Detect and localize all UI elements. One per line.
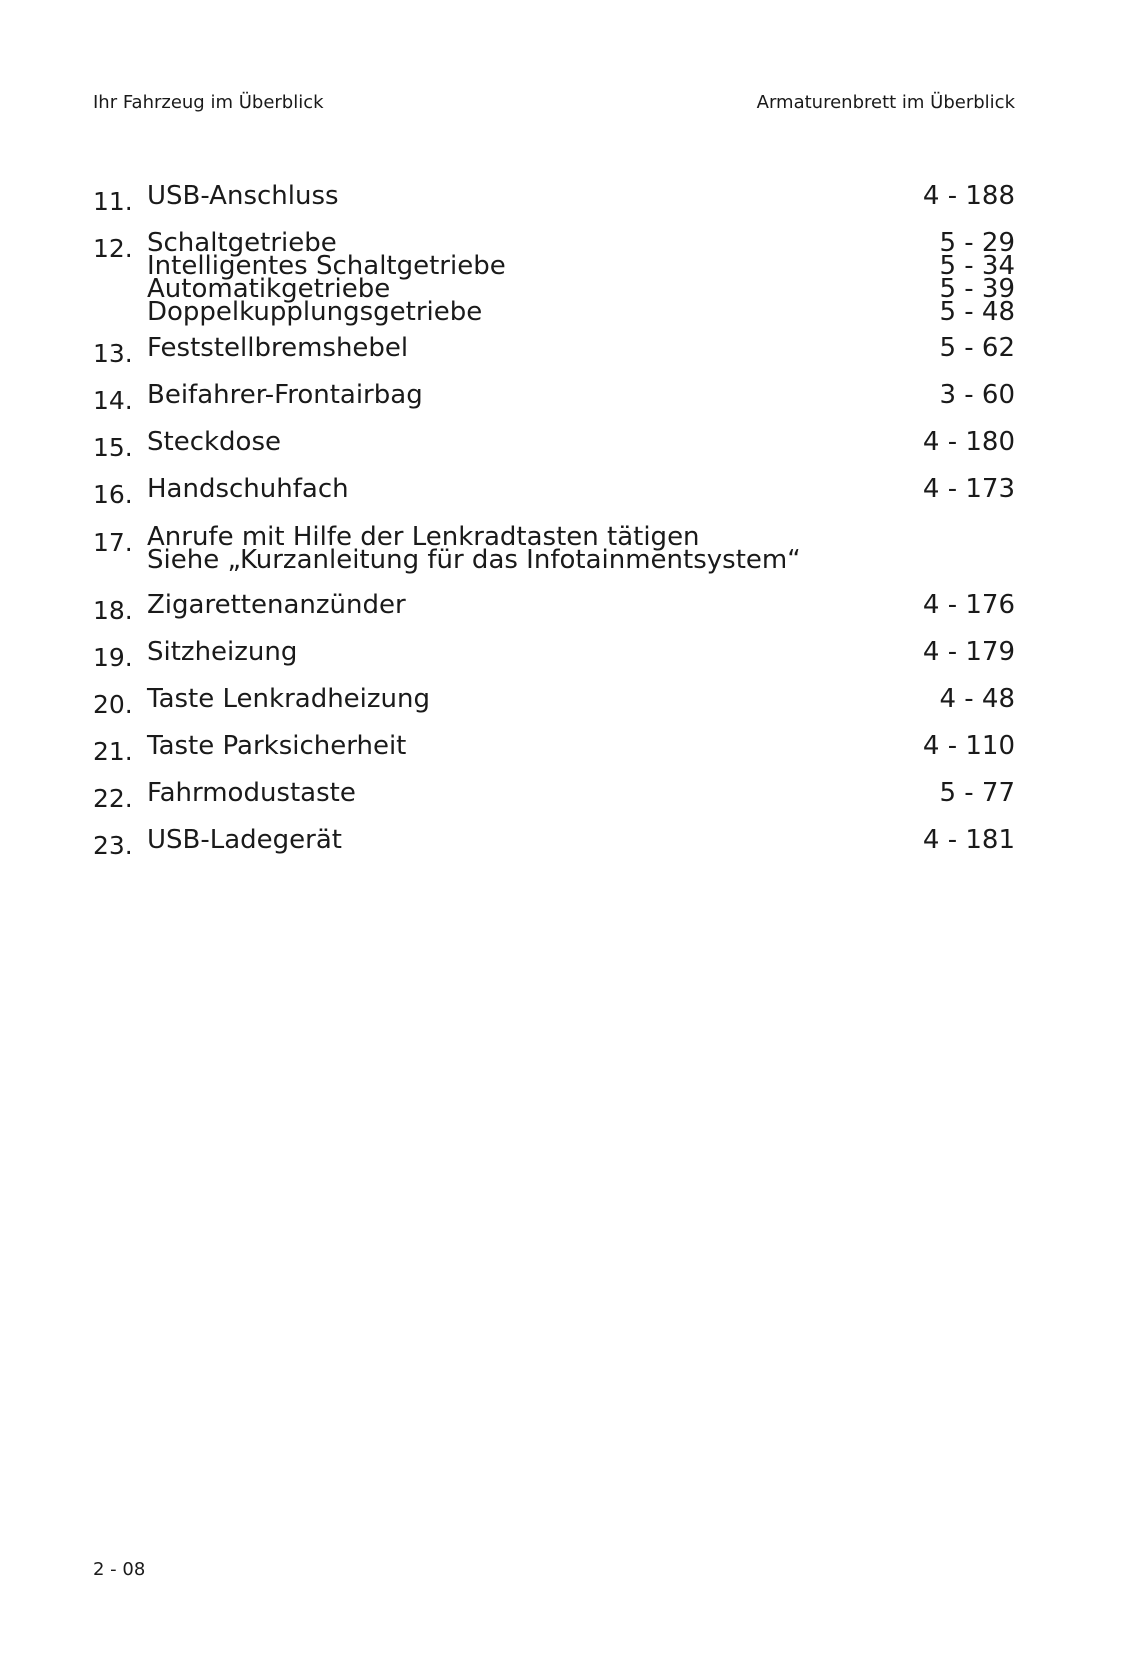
page-reference: 4 - 181 <box>922 825 1015 855</box>
item-lines <box>147 684 1015 714</box>
item-label: Automatikgetriebe <box>147 274 391 304</box>
item-line <box>147 297 1015 327</box>
page-reference: 5 - 77 <box>939 778 1015 808</box>
item-number: 21. <box>93 737 133 766</box>
item-lines <box>147 522 1015 575</box>
page-reference: 4 - 188 <box>922 181 1015 211</box>
item-line <box>147 251 1015 281</box>
page-reference: 5 - 39 <box>939 274 1015 304</box>
item-label: Doppelkupplungsgetriebe <box>147 297 483 327</box>
item-lines <box>147 474 1015 504</box>
item-lines <box>147 228 1015 327</box>
item-line <box>147 637 1015 667</box>
item-line <box>147 825 1015 855</box>
item-number: 16. <box>93 480 133 509</box>
page-reference: 4 - 176 <box>922 590 1015 620</box>
page-reference: 5 - 62 <box>939 333 1015 363</box>
chapter-title: Ihr Fahrzeug im Überblick <box>93 92 324 113</box>
item-lines <box>147 427 1015 457</box>
item-number: 15. <box>93 433 133 462</box>
item-label: Intelligentes Schaltgetriebe <box>147 251 506 281</box>
item-lines <box>147 637 1015 667</box>
item-line <box>147 427 1015 457</box>
item-line <box>147 545 1015 575</box>
page-reference: 5 - 48 <box>939 297 1015 327</box>
item-line <box>147 181 1015 211</box>
page-reference: 4 - 173 <box>922 474 1015 504</box>
item-label: Steckdose <box>147 427 281 457</box>
item-lines <box>147 181 1015 211</box>
item-lines <box>147 590 1015 620</box>
item-label: USB-Anschluss <box>147 181 339 211</box>
item-line <box>147 333 1015 363</box>
page-reference: 3 - 60 <box>939 380 1015 410</box>
item-label: Zigarettenanzünder <box>147 590 406 620</box>
section-title: Armaturenbrett im Überblick <box>756 92 1015 113</box>
item-label: USB-Ladegerät <box>147 825 342 855</box>
item-label: Taste Parksicherheit <box>147 731 407 761</box>
item-lines <box>147 825 1015 855</box>
item-number: 17. <box>93 528 133 557</box>
item-label: Feststellbremshebel <box>147 333 409 363</box>
item-number: 22. <box>93 784 133 813</box>
item-label: Siehe „Kurzanleitung für das Infotainmentsystem“ <box>147 545 801 575</box>
item-number: 14. <box>93 386 133 415</box>
item-lines <box>147 333 1015 363</box>
item-label: Handschuhfach <box>147 474 349 504</box>
item-line <box>147 684 1015 714</box>
item-number: 13. <box>93 339 133 368</box>
page-reference: 5 - 34 <box>939 251 1015 281</box>
page-reference: 5 - 29 <box>939 228 1015 258</box>
item-lines <box>147 778 1015 808</box>
item-line <box>147 778 1015 808</box>
item-label: Fahrmodustaste <box>147 778 356 808</box>
item-label: Sitzheizung <box>147 637 298 667</box>
item-number: 12. <box>93 234 133 263</box>
page-header <box>93 90 1015 116</box>
item-lines <box>147 380 1015 410</box>
item-line <box>147 590 1015 620</box>
page-reference: 4 - 110 <box>922 731 1015 761</box>
item-line <box>147 474 1015 504</box>
item-number: 11. <box>93 187 133 216</box>
item-label: Anrufe mit Hilfe der Lenkradtasten tätigen <box>147 522 700 552</box>
page-number: 2 - 08 <box>93 1559 146 1580</box>
item-lines <box>147 731 1015 761</box>
item-label: Schaltgetriebe <box>147 228 337 258</box>
item-number: 19. <box>93 643 133 672</box>
item-line <box>147 731 1015 761</box>
item-number: 18. <box>93 596 133 625</box>
item-line <box>147 522 1015 552</box>
item-number: 23. <box>93 831 133 860</box>
item-line <box>147 274 1015 304</box>
page-reference: 4 - 179 <box>922 637 1015 667</box>
item-line <box>147 228 1015 258</box>
item-line <box>147 380 1015 410</box>
page-reference: 4 - 180 <box>922 427 1015 457</box>
item-label: Beifahrer-Frontairbag <box>147 380 423 410</box>
item-number: 20. <box>93 690 133 719</box>
item-label: Taste Lenkradheizung <box>147 684 431 714</box>
page-reference: 4 - 48 <box>939 684 1015 714</box>
